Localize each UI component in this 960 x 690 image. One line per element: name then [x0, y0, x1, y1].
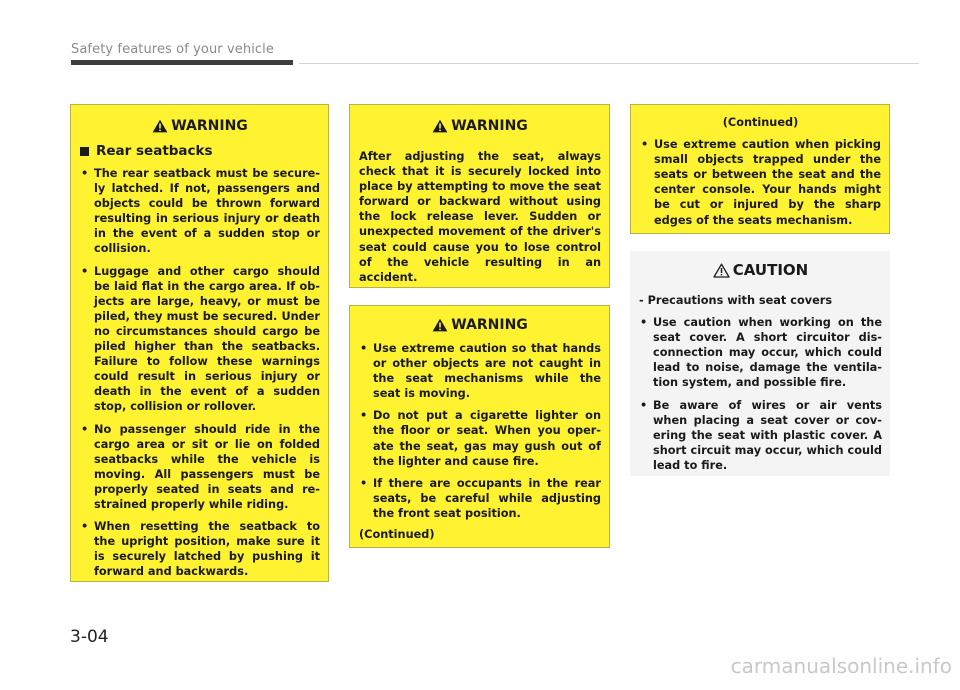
watermark: carmanualsonline.info — [730, 654, 952, 678]
header-bar — [71, 60, 293, 65]
square-bullet-icon — [80, 147, 89, 156]
warning-box-seat-lock — [349, 104, 610, 288]
list-item: • When resetting the seatback to the upright position, make sure it is securely latched by pushing it forward and backwards. — [81, 520, 320, 579]
header-rule — [299, 63, 919, 64]
list-item: • The rear seatback must be secure-ly latched. If not, passengers and objects could be thrown forward resulting in serious injury or death in the event of a sudden stop or collision. — [81, 167, 320, 256]
continued-label: (Continued) — [359, 528, 435, 542]
list-item: • If there are occupants in the rear seats, be careful while adjusting the front seat position. — [360, 476, 601, 520]
section-title: Safety features of your vehicle — [71, 42, 274, 57]
subheading-rear-seatbacks: Rear seatbacks — [80, 143, 320, 159]
list-item: • Use extreme caution so that hands or other objects are not caught in the seat mechanisms while the seat is moving. — [360, 342, 601, 401]
caution-list — [639, 315, 882, 473]
warning-heading: WARNING — [359, 316, 601, 334]
page-number: 3-04 — [70, 627, 109, 647]
list-item: • Use extreme caution when picking small objects trapped under the seats or between the seat and the center console. Your hands might be cut or injured by the sharp edges of the seats mechanism. — [641, 138, 881, 227]
list-item: • Do not put a cigarette lighter on the floor or seat. When you oper-ate the seat, gas may gush out of the lighter and cause fire. — [360, 409, 601, 468]
warning-box-continued — [630, 104, 890, 234]
caution-box-seat-covers — [630, 251, 890, 476]
caution-subheading: - Precautions with seat covers — [639, 294, 833, 307]
list-item: • No passenger should ride in the cargo area or sit or lie on folded seatbacks while the vehicle is moving. All passengers must be properly seated in seats and re-strained properly while riding. — [81, 422, 320, 511]
warning-triangle-icon — [152, 119, 168, 133]
caution-triangle-icon — [713, 263, 730, 278]
caution-heading: CAUTION — [639, 261, 882, 279]
warning-heading: WARNING — [80, 117, 320, 135]
warning-text: After adjusting the seat, always check that it is securely locked into place by attempting to move the seat forward or backward without using the lock release lever. Sudden or unexpected movement of the driver's seat could cause you to lose control of the vehicle resulting in an accident. — [359, 150, 601, 284]
continued-label: (Continued) — [722, 116, 799, 129]
warning-list — [359, 341, 601, 521]
warning-box-seat-mechanism — [349, 305, 610, 548]
warning-list — [80, 166, 320, 579]
list-item: • Luggage and other cargo should be laid flat in the cargo area. If ob-jects are large, heavy, or must be piled, they must be secured. Under no circumstances should cargo be piled higher than the seatbacks. Failure to follow these warnings could result in serious injury or death in the event of a sudden stop, collision or rollover. — [81, 264, 320, 414]
warning-triangle-icon — [432, 318, 448, 332]
warning-box-rear-seatbacks — [70, 104, 329, 582]
list-item: • Use caution when working on the seat cover. A short circuitor dis-connection may occur, which could lead to noise, damage the ventila-tion system, and possible fire. — [640, 316, 882, 390]
dash-bullet: - — [639, 294, 648, 307]
warning-triangle-icon — [432, 119, 448, 133]
warning-heading: WARNING — [359, 117, 601, 135]
list-item: • Be aware of wires or air vents when placing a seat cover or cov-ering the seat with plastic cover. A short circuit may occur, which could lead to fire. — [640, 398, 882, 472]
warning-list — [640, 137, 881, 228]
